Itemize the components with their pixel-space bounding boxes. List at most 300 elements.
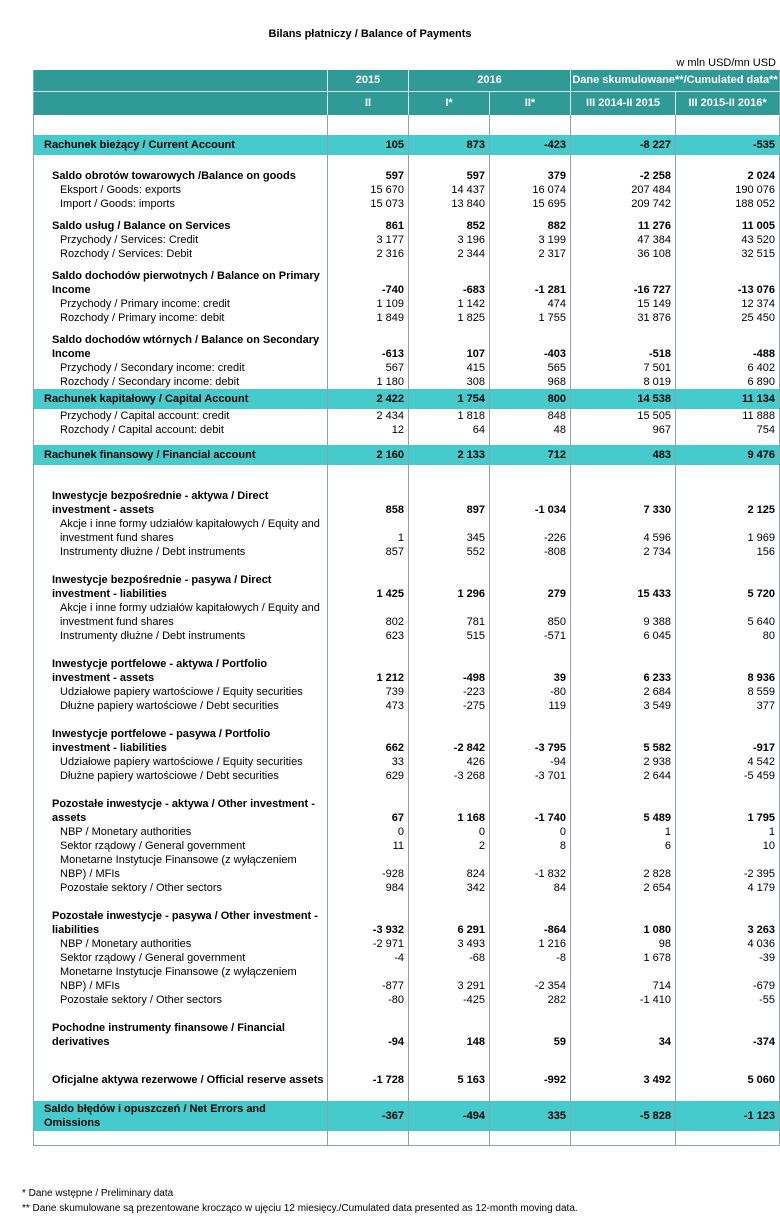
spacer-row [34, 465, 780, 489]
value-cell: 11 005 [676, 219, 780, 233]
header-year-2015: 2015 [328, 70, 409, 92]
value-cell: 0 [409, 825, 490, 839]
value-cell: 209 742 [571, 197, 676, 211]
value-cell: 9 476 [676, 445, 780, 465]
row-label: Inwestycje portfelowe - aktywa / Portfolio investment - assets [52, 658, 268, 684]
spacer-cell [409, 713, 490, 727]
value-cell: -992 [490, 1073, 571, 1087]
spacer-cell [676, 465, 780, 489]
row-pia [34, 657, 780, 685]
value-cell: 4 036 [676, 937, 780, 951]
value-cell: 3 177 [328, 233, 409, 247]
spacer-cell [328, 643, 409, 657]
spacer-cell [676, 895, 780, 909]
value-cell: 967 [571, 423, 676, 437]
spacer-cell [328, 559, 409, 573]
value-cell: 156 [676, 545, 780, 559]
row-label: Saldo obrotów towarowych /Balance on goods [52, 170, 296, 182]
row-sec-cr [34, 361, 780, 375]
value-cell: 2 344 [409, 247, 490, 261]
spacer-cell [328, 155, 409, 169]
spacer-cell [409, 643, 490, 657]
value-cell: 47 384 [571, 233, 676, 247]
value-cell: 48 [490, 423, 571, 437]
row-oia-nbp [34, 825, 780, 839]
value-cell: 335 [490, 1101, 571, 1131]
spacer-cell [34, 1007, 328, 1021]
value-cell: -1 281 [490, 269, 571, 297]
spacer-cell [676, 211, 780, 219]
row-label: Rachunek kapitałowy / Capital Account [34, 389, 328, 409]
spacer-cell [571, 643, 676, 657]
value-cell: 2 828 [571, 853, 676, 881]
row-pia-debt [34, 699, 780, 713]
spacer-cell [328, 437, 409, 445]
row-label: NBP / Monetary authorities [60, 826, 192, 838]
spacer-row [34, 559, 780, 573]
value-cell: 190 076 [676, 183, 780, 197]
row-prim-cr [34, 297, 780, 311]
spacer-cell [676, 713, 780, 727]
value-cell: 2 160 [328, 445, 409, 465]
value-cell: -1 034 [490, 489, 571, 517]
row-label: Pochodne instrumenty finansowe / Financial derivatives [52, 1022, 285, 1048]
value-cell: 662 [328, 727, 409, 755]
spacer-cell [409, 325, 490, 333]
row-label: Przychody / Primary income: credit [60, 298, 230, 310]
value-cell: 1 755 [490, 311, 571, 325]
row-label: NBP / Monetary authorities [60, 938, 192, 950]
spacer-cell [490, 437, 571, 445]
row-oia-oth [34, 881, 780, 895]
spacer-cell [409, 783, 490, 797]
spacer-cell [490, 895, 571, 909]
value-cell: 12 374 [676, 297, 780, 311]
unit-label: w mln USD/mn USD [676, 57, 776, 69]
spacer-cell [571, 1087, 676, 1101]
value-cell: -1 410 [571, 993, 676, 1007]
value-cell: 11 [328, 839, 409, 853]
value-cell: 1 142 [409, 297, 490, 311]
value-cell: 15 505 [571, 409, 676, 423]
value-cell: 4 596 [571, 517, 676, 545]
footnote-preliminary: * Dane wstępne / Preliminary data [22, 1188, 174, 1199]
row-label: Saldo usług / Balance on Services [52, 220, 231, 232]
value-cell: 282 [490, 993, 571, 1007]
header-blank [34, 70, 328, 92]
value-cell: 2 317 [490, 247, 571, 261]
row-sec [34, 333, 780, 361]
spacer-cell [409, 115, 490, 135]
value-cell: 2 654 [571, 881, 676, 895]
value-cell: 2 [409, 839, 490, 853]
value-cell: 7 501 [571, 361, 676, 375]
value-cell: 43 520 [676, 233, 780, 247]
value-cell: 5 640 [676, 601, 780, 629]
spacer-row [34, 783, 780, 797]
value-cell: -1 740 [490, 797, 571, 825]
value-cell: 105 [328, 135, 409, 155]
value-cell: 415 [409, 361, 490, 375]
spacer-cell [490, 643, 571, 657]
value-cell: 2 644 [571, 769, 676, 783]
spacer-cell [328, 1007, 409, 1021]
value-cell: 1 [328, 517, 409, 545]
row-dil-eq [34, 601, 780, 629]
row-label: Rachunek finansowy / Financial account [34, 445, 328, 465]
value-cell: -1 123 [676, 1101, 780, 1131]
value-cell: 4 179 [676, 881, 780, 895]
row-label: Sektor rządowy / General government [60, 840, 246, 852]
value-cell: -683 [409, 269, 490, 297]
value-cell: -877 [328, 965, 409, 993]
value-cell: 15 433 [571, 573, 676, 601]
value-cell: 1 795 [676, 797, 780, 825]
value-cell: 1 109 [328, 297, 409, 311]
value-cell: 2 125 [676, 489, 780, 517]
value-cell: 800 [490, 389, 571, 409]
value-cell: 483 [571, 445, 676, 465]
row-label: Rozchody / Capital account: debit [60, 424, 224, 436]
row-goods [34, 169, 780, 183]
value-cell: 873 [409, 135, 490, 155]
spacer-cell [490, 1131, 571, 1146]
spacer-cell [409, 1007, 490, 1021]
value-cell: 629 [328, 769, 409, 783]
value-cell: 2 734 [571, 545, 676, 559]
value-cell: 858 [328, 489, 409, 517]
value-cell: 36 108 [571, 247, 676, 261]
spacer-cell [34, 325, 328, 333]
spacer-cell [571, 1049, 676, 1073]
value-cell: 3 263 [676, 909, 780, 937]
value-cell: 14 437 [409, 183, 490, 197]
value-cell: 1 969 [676, 517, 780, 545]
spacer-row [34, 895, 780, 909]
spacer-row [34, 1131, 780, 1146]
row-label: Inwestycje portfelowe - pasywa / Portfolio investment - liabilities [52, 728, 271, 754]
value-cell: 119 [490, 699, 571, 713]
value-cell: 2 422 [328, 389, 409, 409]
value-cell: 39 [490, 657, 571, 685]
value-cell: 861 [328, 219, 409, 233]
spacer-cell [490, 783, 571, 797]
value-cell: 25 450 [676, 311, 780, 325]
spacer-row [34, 115, 780, 135]
value-cell: -403 [490, 333, 571, 361]
value-cell: 342 [409, 881, 490, 895]
value-cell: -1 832 [490, 853, 571, 881]
spacer-cell [490, 115, 571, 135]
row-label: Rozchody / Primary income: debit [60, 312, 225, 324]
spacer-cell [571, 1131, 676, 1146]
spacer-cell [409, 211, 490, 219]
value-cell: -2 971 [328, 937, 409, 951]
header-period: II* [490, 92, 571, 116]
value-cell: 33 [328, 755, 409, 769]
row-res [34, 1073, 780, 1087]
value-cell: 1 [571, 825, 676, 839]
value-cell: 2 938 [571, 755, 676, 769]
row-label: Udziałowe papiery wartościowe / Equity securities [60, 686, 303, 698]
row-goods-im [34, 197, 780, 211]
value-cell: 6 890 [676, 375, 780, 389]
value-cell: 188 052 [676, 197, 780, 211]
value-cell: 857 [328, 545, 409, 559]
value-cell: 426 [409, 755, 490, 769]
value-cell: 4 542 [676, 755, 780, 769]
spacer-cell [571, 155, 676, 169]
value-cell: -864 [490, 909, 571, 937]
row-oia [34, 797, 780, 825]
value-cell: -80 [490, 685, 571, 699]
spacer-cell [490, 325, 571, 333]
spacer-cell [34, 437, 328, 445]
spacer-cell [571, 559, 676, 573]
header-year-2016: 2016 [409, 70, 571, 92]
value-cell: -494 [409, 1101, 490, 1131]
value-cell: 565 [490, 361, 571, 375]
value-cell: -94 [490, 755, 571, 769]
value-cell: 11 888 [676, 409, 780, 423]
row-oil-mfi [34, 965, 780, 993]
value-cell: 754 [676, 423, 780, 437]
value-cell: -3 701 [490, 769, 571, 783]
row-label: Pozostałe sektory / Other sectors [60, 882, 223, 894]
row-label: Import / Goods: imports [60, 198, 175, 210]
value-cell: -80 [328, 993, 409, 1007]
row-serv-db [34, 247, 780, 261]
value-cell: -3 932 [328, 909, 409, 937]
value-cell: 11 276 [571, 219, 676, 233]
value-cell: -1 728 [328, 1073, 409, 1087]
spacer-cell [490, 713, 571, 727]
value-cell: 3 493 [409, 937, 490, 951]
row-oil [34, 909, 780, 937]
value-cell: -535 [676, 135, 780, 155]
row-label: Przychody / Secondary income: credit [60, 362, 245, 374]
value-cell: 1 180 [328, 375, 409, 389]
spacer-cell [34, 643, 328, 657]
value-cell: 2 024 [676, 169, 780, 183]
spacer-cell [676, 1049, 780, 1073]
spacer-cell [34, 713, 328, 727]
value-cell: -367 [328, 1101, 409, 1131]
row-prim [34, 269, 780, 297]
value-cell: 1 168 [409, 797, 490, 825]
spacer-cell [409, 1087, 490, 1101]
spacer-cell [571, 261, 676, 269]
spacer-cell [409, 155, 490, 169]
value-cell: 1 080 [571, 909, 676, 937]
spacer-cell [34, 1049, 328, 1073]
spacer-cell [571, 895, 676, 909]
row-label: Monetarne Instytucje Finansowe (z wyłączeniem NBP) / MFIs [60, 854, 297, 880]
row-label: Saldo dochodów wtórnych / Balance on Secondary Income [52, 334, 320, 360]
spacer-cell [409, 1131, 490, 1146]
value-cell: 7 330 [571, 489, 676, 517]
spacer-cell [328, 1049, 409, 1073]
spacer-cell [34, 559, 328, 573]
header-blank-2 [34, 92, 328, 116]
row-label: Sektor rządowy / General government [60, 952, 246, 964]
value-cell: 515 [409, 629, 490, 643]
spacer-cell [676, 155, 780, 169]
spacer-cell [490, 211, 571, 219]
value-cell: 850 [490, 601, 571, 629]
value-cell: 10 [676, 839, 780, 853]
value-cell: 6 291 [409, 909, 490, 937]
value-cell: 2 316 [328, 247, 409, 261]
value-cell: 597 [409, 169, 490, 183]
spacer-cell [409, 261, 490, 269]
value-cell: 597 [328, 169, 409, 183]
spacer-cell [34, 211, 328, 219]
value-cell: 802 [328, 601, 409, 629]
value-cell: 3 196 [409, 233, 490, 247]
spacer-cell [490, 1049, 571, 1073]
row-pil-debt [34, 769, 780, 783]
row-label: Dłużne papiery wartościowe / Debt securities [60, 700, 279, 712]
value-cell: 848 [490, 409, 571, 423]
spacer-cell [328, 1087, 409, 1101]
value-cell: -39 [676, 951, 780, 965]
value-cell: -2 258 [571, 169, 676, 183]
spacer-row [34, 713, 780, 727]
row-label: Instrumenty dłużne / Debt instruments [60, 546, 246, 558]
row-label: Pozostałe sektory / Other sectors [60, 994, 223, 1006]
value-cell: -571 [490, 629, 571, 643]
spacer-cell [490, 1087, 571, 1101]
value-cell: 8 019 [571, 375, 676, 389]
value-cell: 824 [409, 853, 490, 881]
value-cell: 207 484 [571, 183, 676, 197]
page-title: Bilans płatniczy / Balance of Payments [268, 28, 472, 40]
row-oil-oth [34, 993, 780, 1007]
value-cell: -13 076 [676, 269, 780, 297]
spacer-cell [34, 465, 328, 489]
spacer-cell [409, 895, 490, 909]
value-cell: 15 073 [328, 197, 409, 211]
value-cell: 1 825 [409, 311, 490, 325]
value-cell: 852 [409, 219, 490, 233]
row-label: Dłużne papiery wartościowe / Debt securities [60, 770, 279, 782]
spacer-cell [34, 783, 328, 797]
value-cell: 8 936 [676, 657, 780, 685]
spacer-cell [328, 713, 409, 727]
value-cell: 34 [571, 1021, 676, 1049]
header-period: III 2015-II 2016* [676, 92, 780, 116]
value-cell: -3 268 [409, 769, 490, 783]
header-period: I* [409, 92, 490, 116]
value-cell: 0 [328, 825, 409, 839]
row-dia [34, 489, 780, 517]
value-cell: 67 [328, 797, 409, 825]
spacer-row [34, 211, 780, 219]
value-cell: -3 795 [490, 727, 571, 755]
spacer-cell [34, 1087, 328, 1101]
value-cell: 1 296 [409, 573, 490, 601]
value-cell: 379 [490, 169, 571, 183]
spacer-cell [676, 559, 780, 573]
value-cell: -5 459 [676, 769, 780, 783]
value-cell: 98 [571, 937, 676, 951]
footnote-cumulated: ** Dane skumulowane są prezentowane krocząco w ujęciu 12 miesięcy./Cumulated data presented as 12-month moving data. [22, 1203, 578, 1214]
value-cell: 31 876 [571, 311, 676, 325]
value-cell: 474 [490, 297, 571, 311]
value-cell: 0 [490, 825, 571, 839]
row-label: Saldo dochodów pierwotnych / Balance on Primary Income [52, 270, 320, 296]
row-label: Eksport / Goods: exports [60, 184, 182, 196]
row-cap [34, 389, 780, 409]
spacer-cell [490, 1007, 571, 1021]
spacer-cell [676, 643, 780, 657]
value-cell: -374 [676, 1021, 780, 1049]
value-cell: 15 149 [571, 297, 676, 311]
spacer-cell [676, 1007, 780, 1021]
value-cell: 6 402 [676, 361, 780, 375]
value-cell: 9 388 [571, 601, 676, 629]
spacer-cell [328, 783, 409, 797]
value-cell: 739 [328, 685, 409, 699]
row-label: Monetarne Instytucje Finansowe (z wyłączeniem NBP) / MFIs [60, 966, 297, 992]
value-cell: 6 233 [571, 657, 676, 685]
value-cell: 1 [676, 825, 780, 839]
spacer-cell [490, 155, 571, 169]
row-label: Saldo błędów i opuszczeń / Net Errors and Omissions [34, 1101, 328, 1131]
value-cell: 148 [409, 1021, 490, 1049]
row-serv-cr [34, 233, 780, 247]
value-cell: 11 134 [676, 389, 780, 409]
value-cell: 59 [490, 1021, 571, 1049]
value-cell: 2 434 [328, 409, 409, 423]
spacer-row [34, 437, 780, 445]
spacer-cell [34, 895, 328, 909]
value-cell: 16 074 [490, 183, 571, 197]
value-cell: -4 [328, 951, 409, 965]
spacer-cell [676, 437, 780, 445]
row-label: Inwestycje bezpośrednie - pasywa / Direct investment - liabilities [52, 574, 272, 600]
row-ca [34, 135, 780, 155]
value-cell: -68 [409, 951, 490, 965]
value-cell: 984 [328, 881, 409, 895]
row-err [34, 1101, 780, 1131]
spacer-cell [676, 1087, 780, 1101]
value-cell: 1 849 [328, 311, 409, 325]
spacer-row [34, 261, 780, 269]
spacer-cell [409, 559, 490, 573]
value-cell: 968 [490, 375, 571, 389]
row-oia-gov [34, 839, 780, 853]
spacer-row [34, 1007, 780, 1021]
value-cell: -2 395 [676, 853, 780, 881]
value-cell: 80 [676, 629, 780, 643]
value-cell: -55 [676, 993, 780, 1007]
spacer-cell [34, 1131, 328, 1146]
row-label: Rozchody / Secondary income: debit [60, 376, 240, 388]
value-cell: -740 [328, 269, 409, 297]
value-cell: 107 [409, 333, 490, 361]
value-cell: 1 212 [328, 657, 409, 685]
spacer-cell [34, 115, 328, 135]
spacer-cell [409, 1049, 490, 1073]
row-label: Inwestycje bezpośrednie - aktywa / Direct investment - assets [52, 490, 269, 516]
row-label: Pozostałe inwestycje - pasywa / Other investment - liabilities [52, 910, 318, 936]
row-oil-gov [34, 951, 780, 965]
value-cell: 3 291 [409, 965, 490, 993]
value-cell: -808 [490, 545, 571, 559]
header-period: II [328, 92, 409, 116]
